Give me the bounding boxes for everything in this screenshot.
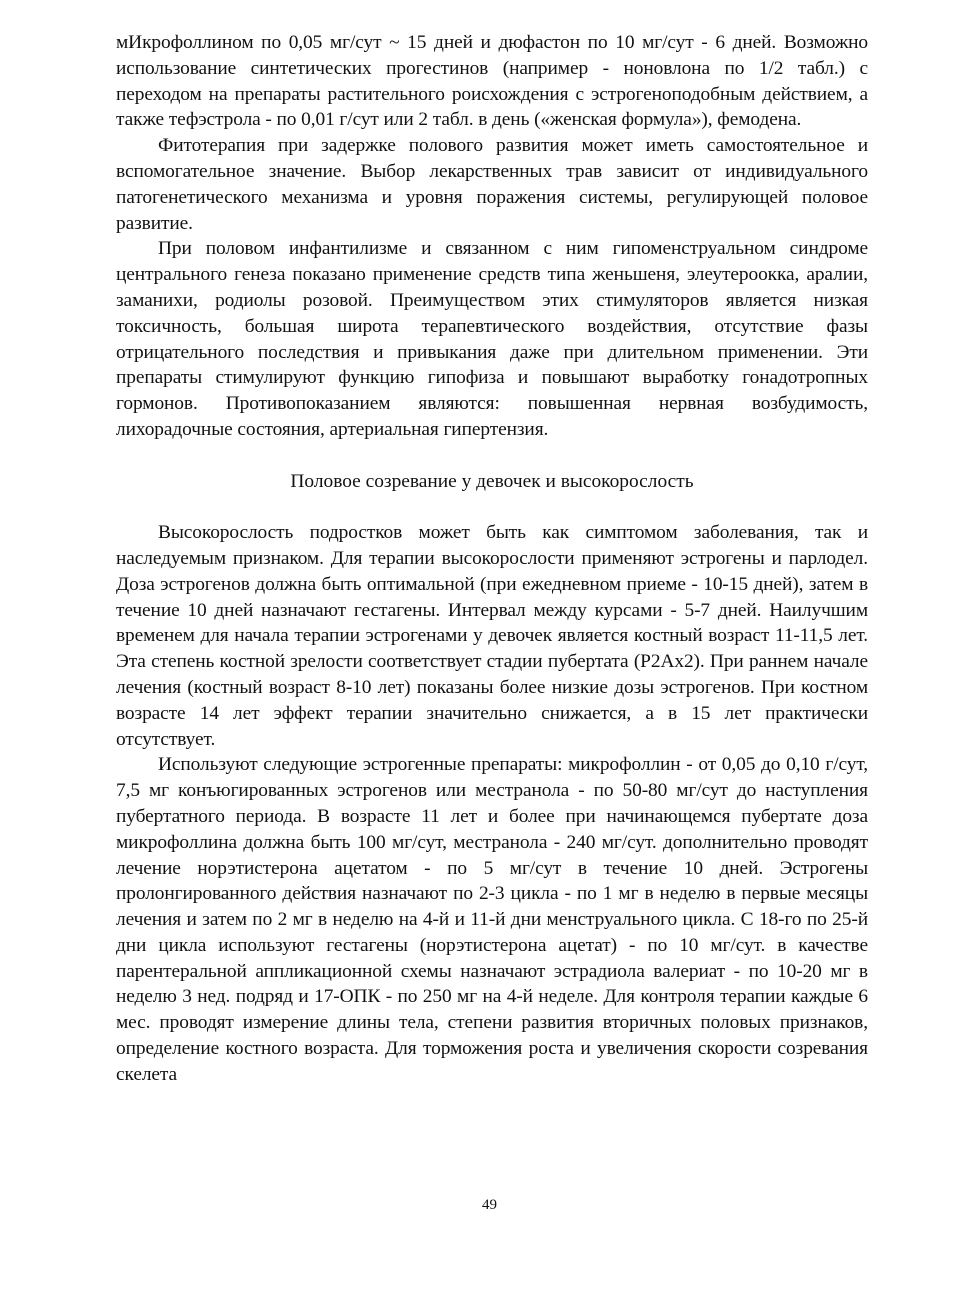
paragraph-estrogen-drugs: Используют следующие эстрогенные препараты: микрофоллин - от 0,05 до 0,10 г/сут, 7,5 мг конъюгированных эстрогенов или местранола - по 50-80 мг/сут до наступления пубертатного периода. В возрасте 11 лет и более при начинающемся пубертате доза микрофоллина должна быть 100 мг/сут, местранола - 240 мг/сут. дополнительно проводят лечение норэтистерона ацетатом - по 5 мг/сут в течение 10 дней. Эстрогены пролонгированного действия назначают по 2-3 цикла - по 1 мг в неделю в первые месяцы лечения и затем по 2 мг в неделю на 4-й и 11-й дни менструального цикла. С 18-го по 25-й дни цикла используют гестагены (норэтистерона ацетат) - по 10 мг/сут. в качестве парентеральной аппликационной схемы назначают эстрадиола валериат - по 10-20 мг в неделю 3 нед. подряд и 17-ОПК - по 250 мг на 4-й неделе. Для контроля терапии каждые 6 мес. проводят измерение длины тела, степени развития вторичных половых признаков, определение костного возраста. Для торможения роста и увеличения скорости созревания скелета — [116, 754, 868, 1085]
section-spacer — [116, 494, 868, 520]
section-heading: Половое созревание у девочек и высокорослость — [290, 470, 694, 492]
paragraph-infantilism: При половом инфантилизме и связанном с ним гипоменструальном синдроме центрального генеза показано применение средств типа женьшеня, элеутероокка, аралии, заманихи, родиолы розовой. Преимуществом этих стимуляторов является низкая токсичность, большая широта терапевтического воздействия, отсутствие фазы отрицательного последствия и привыкания даже при длительном применении. Эти препараты стимулируют функцию гипофиза и повышают выработку гонадотропных гормонов. Противопоказанием являются: повышенная нервная возбудимость, лихорадочные состояния, артериальная гипертензия. — [116, 238, 868, 440]
page-number: 49 — [482, 1197, 497, 1213]
document-page — [116, 30, 868, 1088]
paragraph-tall-stature: Высокорослость подростков может быть как симптомом заболевания, так и наследуемым признаком. Для терапии высокорослости применяют эстрогены и парлодел. Доза эстрогенов должна быть оптимальной (при ежедневном приеме - 10-15 дней), затем в течение 10 дней назначают гестагены. Интервал между курсами - 5-7 дней. Наилучшим временем для начала терапии эстрогенами у девочек является костный возраст 11-11,5 лет. Эта степень костной зрелости соответствует стадии пубертата (Р2Ах2). При раннем начале лечения (костный возраст 8-10 лет) показаны более низкие дозы эстрогенов. При костном возрасте 14 лет эффект терапии значительно снижается, а в 15 лет практически отсутствует. — [116, 522, 868, 750]
paragraph-phytotherapy: Фитотерапия при задержке полового развития может иметь самостоятельное и вспомогательное значение. Выбор лекарственных трав зависит от индивидуального патогенетического механизма и уровня поражения системы, регулирующей половое развитие. — [116, 135, 868, 234]
section-spacer — [116, 443, 868, 469]
paragraph-continuation: мИкрофоллином по 0,05 мг/сут ~ 15 дней и дюфастон по 10 мг/сут - 6 дней. Возможно использование синтетических прогестинов (например - ноновлона по 1/2 табл.) с переходом на препараты растительного роисхождения с эстрогеноподобным действием, а также тефэстрола - по 0,01 г/сут или 2 табл. в день («женская формула»), фемодена. — [116, 32, 868, 131]
